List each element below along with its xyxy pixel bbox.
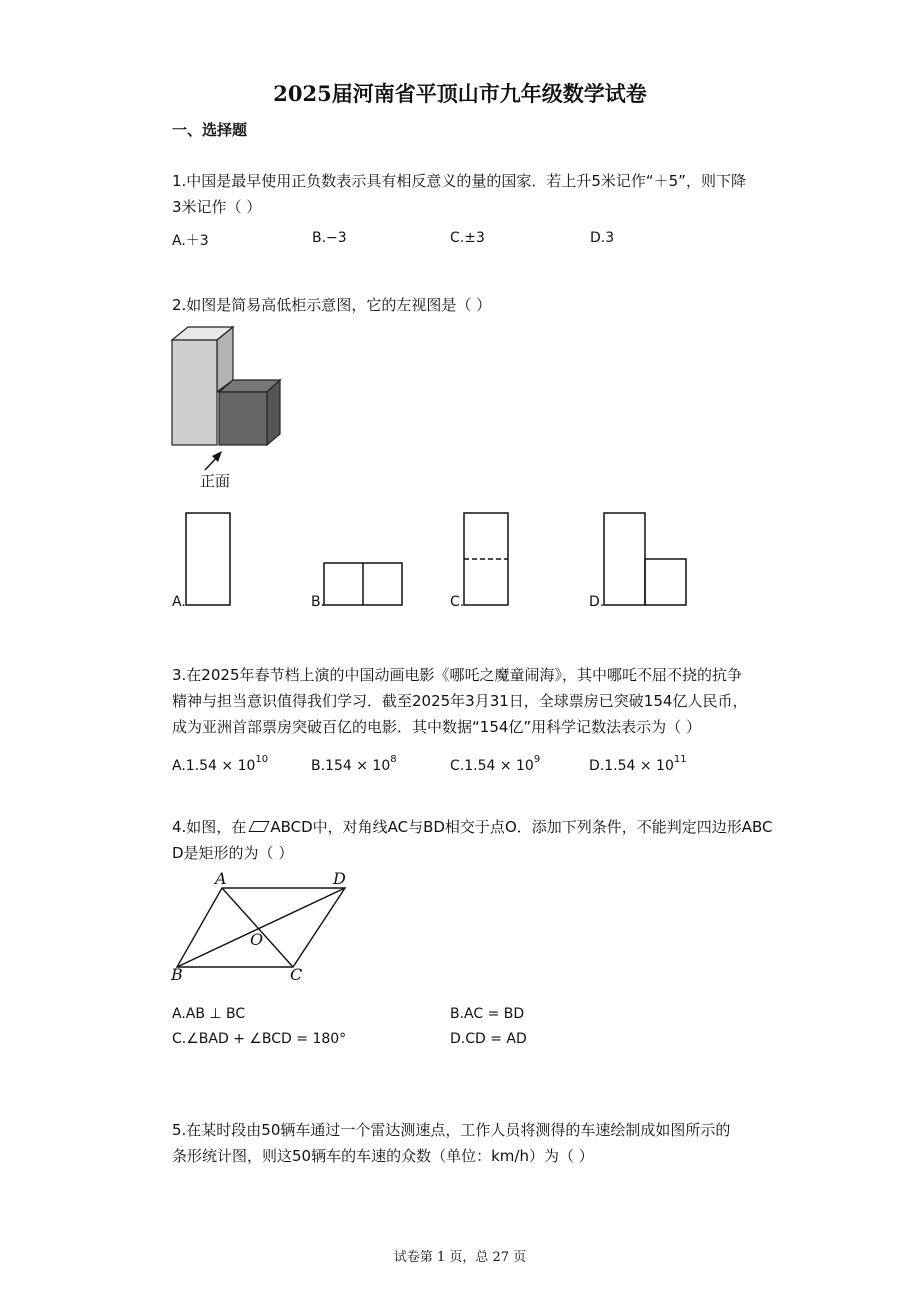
q4-option-c: C.∠BAD + ∠BCD = 180°: [172, 1031, 347, 1047]
page-footer: 试卷第 1 页，总 27 页: [393, 1250, 527, 1265]
q2-option-d: D.: [589, 594, 605, 610]
vertex-c-label: C: [290, 965, 303, 984]
q1-option-c: C.±3: [450, 230, 485, 246]
q4-option-d: D.CD = AD: [450, 1031, 527, 1047]
parallelogram-symbol: [249, 821, 270, 832]
point-o-label: O: [250, 930, 264, 949]
question-5-line-2: 条形统计图，则这50辆车的车速的众数（单位：km/h）为（ ）: [172, 1147, 594, 1165]
question-4-line-1: 4.如图，在 ABCD中，对角线AC与BD相交于点O．添加下列条件，不能判定四边形ABC: [172, 818, 773, 836]
parallelogram-figure: [165, 872, 365, 987]
q1-option-d: D.3: [590, 230, 615, 246]
question-1-line-2: 3米记作（ ）: [172, 198, 262, 216]
q1-option-b: B.−3: [312, 230, 347, 246]
vertex-b-label: B: [171, 965, 183, 984]
q2-option-c: C.: [450, 594, 465, 610]
question-3-stem: [172, 662, 792, 740]
vertex-a-label: A: [215, 872, 227, 888]
q2-option-figures: [160, 508, 720, 612]
q1-option-a: A.＋3: [172, 233, 209, 249]
q3-option-a: $A.1.54 \times 10^{10}$: [172, 754, 269, 774]
q4-option-b: B.AC = BD: [450, 1006, 525, 1022]
q2-option-a: A.: [172, 594, 186, 610]
q3-option-c: $C.1.54 \times 10^9$: [450, 754, 541, 774]
question-3-line-1: 3.在2025年春节档上演的中国动画电影《哪吒之魔童闹海》，其中哪吒不屈不挠的抗争: [172, 666, 742, 684]
question-3-line-2: 精神与担当意识值得我们学习．截至2025年3月31日，全球票房已突破154亿人民币，: [172, 692, 748, 710]
question-2-stem: 2.如图是简易高低柜示意图，它的左视图是（ ）: [172, 296, 492, 314]
q2-option-b: B.: [311, 594, 326, 610]
question-5-stem: [172, 1117, 792, 1169]
question-1-stem: [172, 168, 772, 220]
question-4-stem: [172, 814, 792, 866]
front-label: 正面: [200, 472, 231, 490]
q2-option-d-figure: [604, 513, 686, 605]
page-title: 2025届河南省平顶山市九年级数学试卷: [273, 81, 647, 106]
section-heading: 一、选择题: [172, 121, 248, 139]
q3-option-d: $D.1.54 \times 10^{11}$: [589, 754, 687, 774]
q3-option-b: $B.154 \times 10^8$: [311, 754, 397, 774]
question-4-line-2: D是矩形的为（ ）: [172, 844, 294, 862]
question-5-line-1: 5.在某时段由50辆车通过一个雷达测速点，工作人员将测得的车速绘制成如图所示的: [172, 1121, 731, 1139]
q4-option-a: A.AB ⊥ BC: [172, 1006, 246, 1022]
vertex-d-label: D: [333, 872, 346, 888]
q2-option-a-figure: [186, 513, 230, 605]
question-3-line-3: 成为亚洲首部票房突破百亿的电影．其中数据“154亿”用科学记数法表示为（ ）: [172, 718, 701, 736]
question-1-line-1: 1.中国是最早使用正负数表示具有相反意义的量的国家．若上升5米记作“＋5”，则下降: [172, 172, 746, 190]
q2-option-c-figure: [464, 513, 508, 605]
